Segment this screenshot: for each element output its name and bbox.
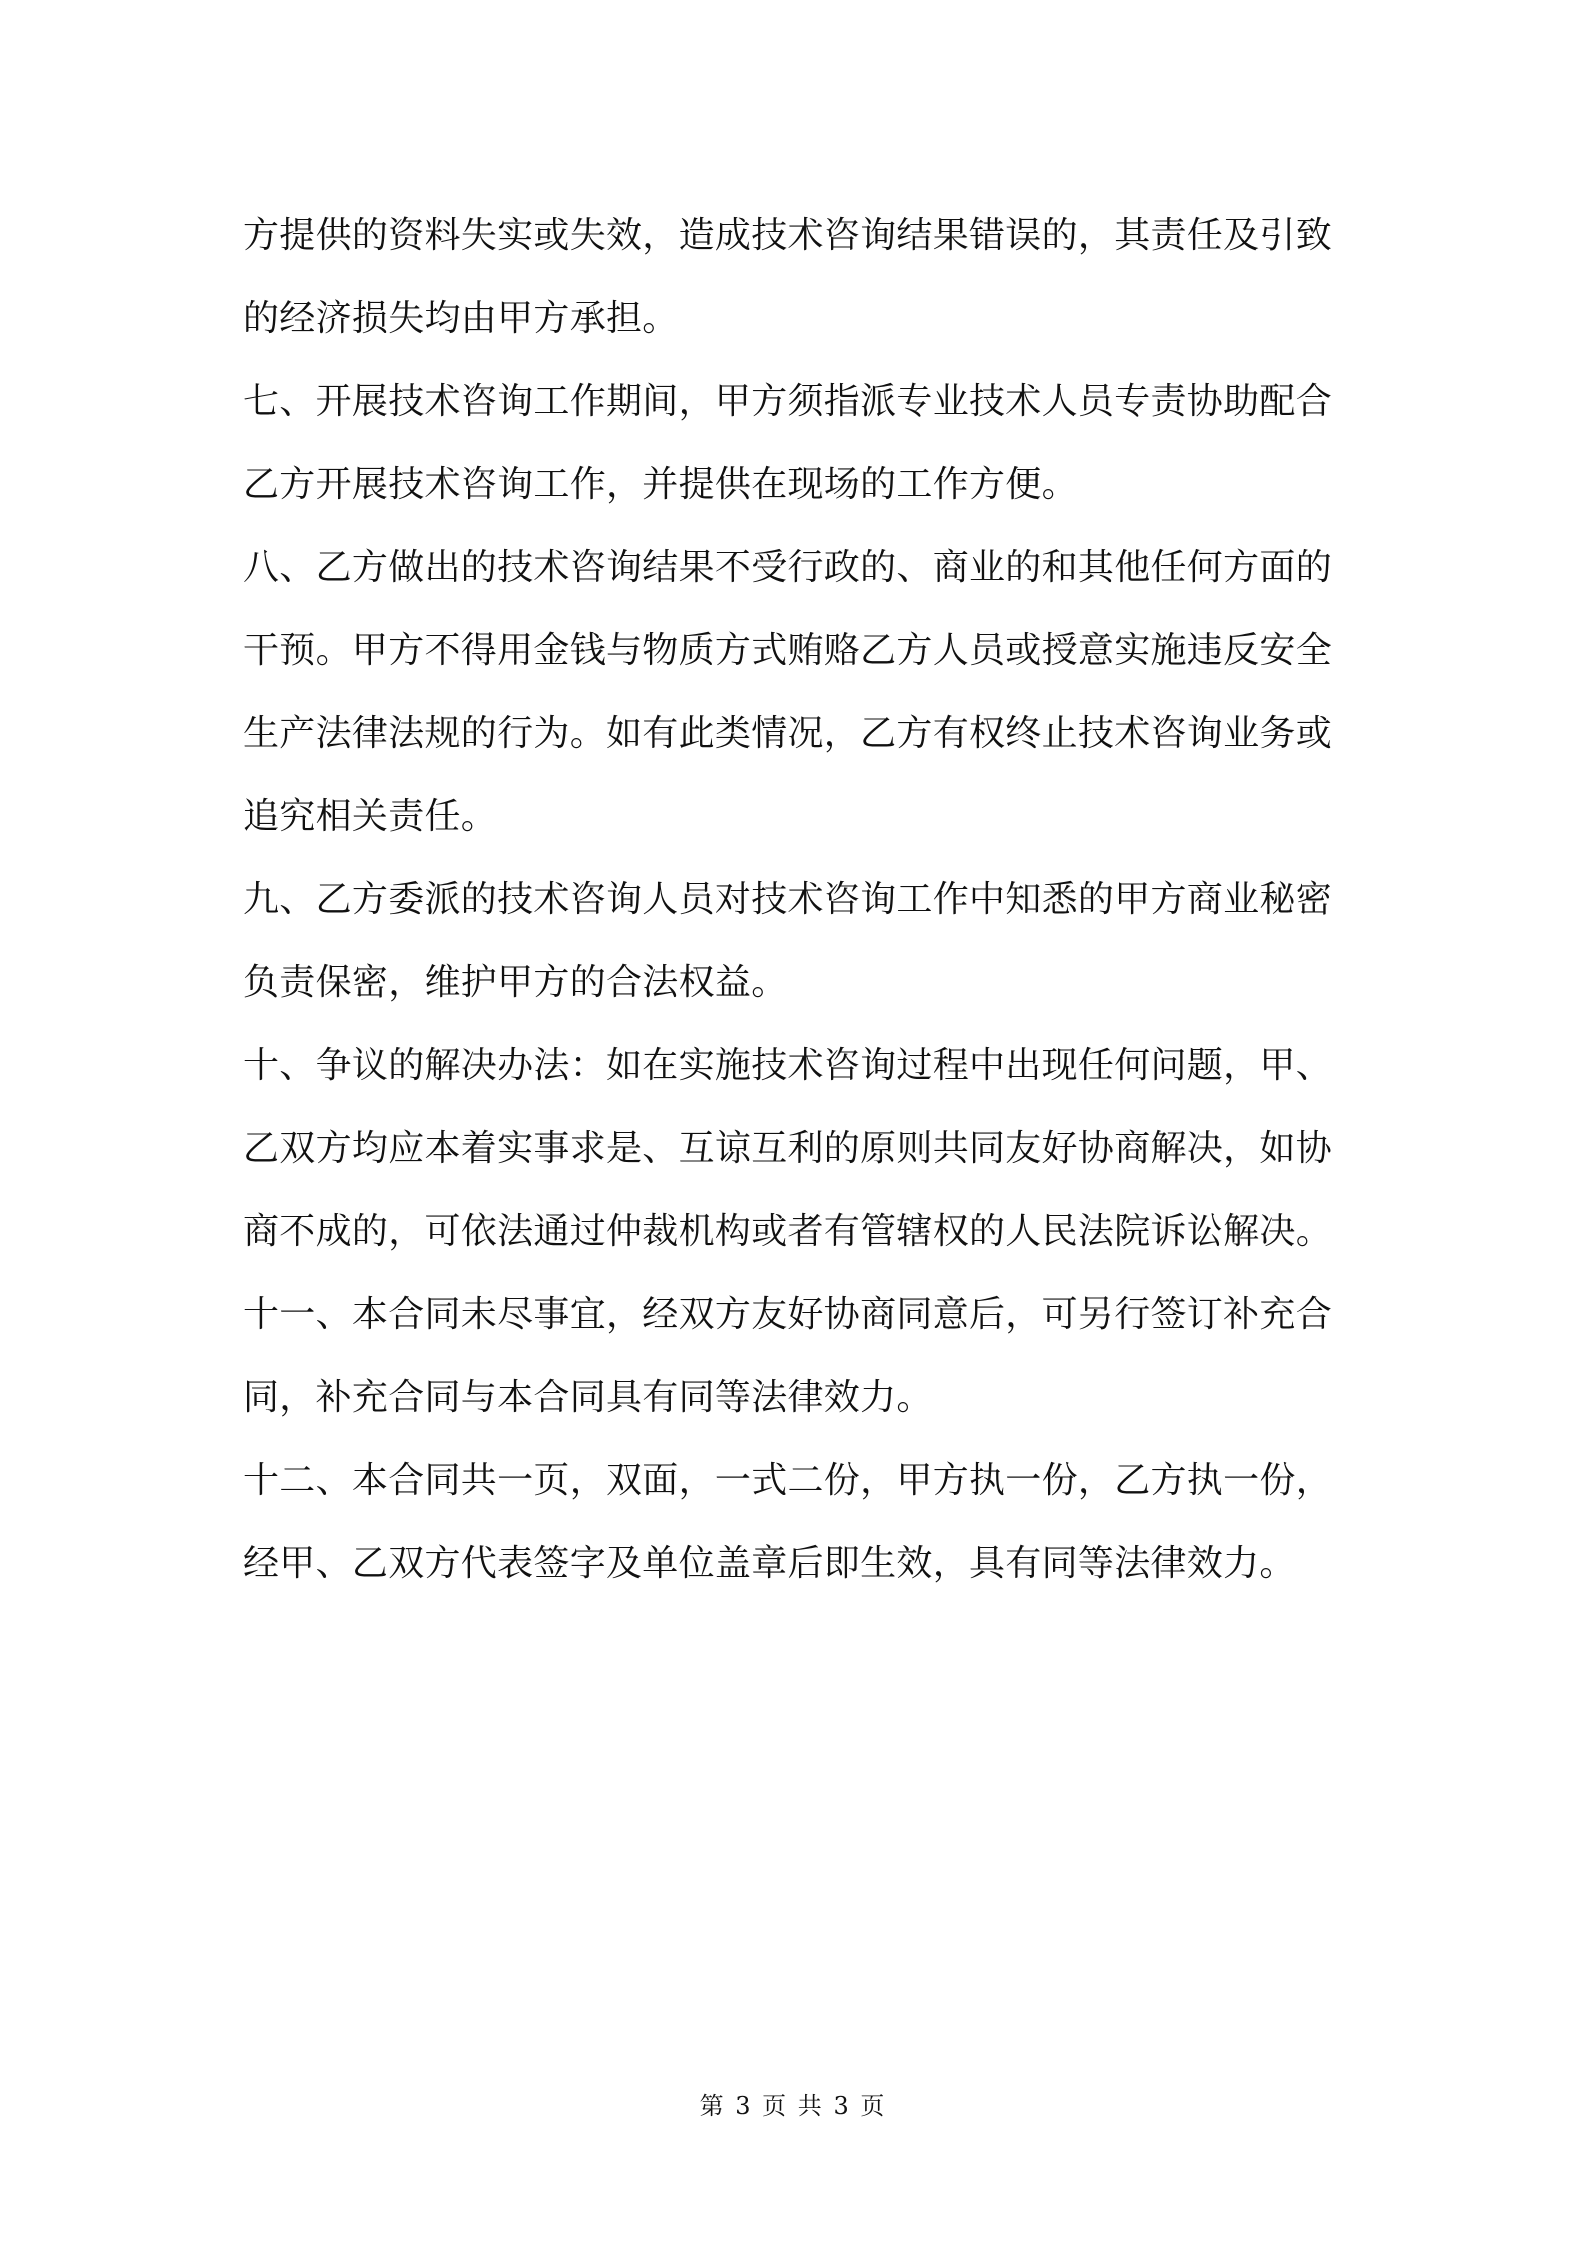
text-line: 乙方开展技术咨询工作，并提供在现场的工作方便。 — [243, 464, 1078, 505]
text-line: 同，补充合同与本合同具有同等法律效力。 — [243, 1377, 933, 1418]
text-line: 追究相关责任。 — [243, 796, 498, 837]
text-line: 方提供的资料失实或失效，造成技术咨询结果错误的，其责任及引致 — [243, 215, 1333, 256]
text-line: 干预。甲方不得用金钱与物质方式贿赂乙方人员或授意实施违反安全 — [243, 630, 1333, 671]
contract-body — [243, 194, 1353, 1605]
text-line: 经甲、乙双方代表签字及单位盖章后即生效，具有同等法律效力。 — [243, 1543, 1296, 1584]
text-line: 的经济损失均由甲方承担。 — [243, 298, 679, 339]
text-line: 生产法律法规的行为。如有此类情况，乙方有权终止技术咨询业务或 — [243, 713, 1333, 754]
clause-8-line: 八、乙方做出的技术咨询结果不受行政的、商业的和其他任何方面的 — [243, 547, 1333, 588]
clause-11-line: 十一、本合同未尽事宜，经双方友好协商同意后，可另行签订补充合 — [243, 1294, 1333, 1335]
clause-12-line: 十二、本合同共一页，双面，一式二份，甲方执一份，乙方执一份， — [243, 1460, 1333, 1501]
text-line: 负责保密，维护甲方的合法权益。 — [243, 962, 788, 1003]
page-number-footer: 第 3 页 共 3 页 — [699, 2092, 887, 2120]
clause-9-line: 九、乙方委派的技术咨询人员对技术咨询工作中知悉的甲方商业秘密 — [243, 879, 1333, 920]
text-line: 商不成的，可依法通过仲裁机构或者有管辖权的人民法院诉讼解决。 — [243, 1211, 1333, 1252]
clause-10-line: 十、争议的解决办法：如在实施技术咨询过程中出现任何问题，甲、 — [243, 1045, 1333, 1086]
clause-7-line: 七、开展技术咨询工作期间，甲方须指派专业技术人员专责协助配合 — [243, 381, 1333, 422]
text-line: 乙双方均应本着实事求是、互谅互利的原则共同友好协商解决，如协 — [243, 1128, 1333, 1169]
